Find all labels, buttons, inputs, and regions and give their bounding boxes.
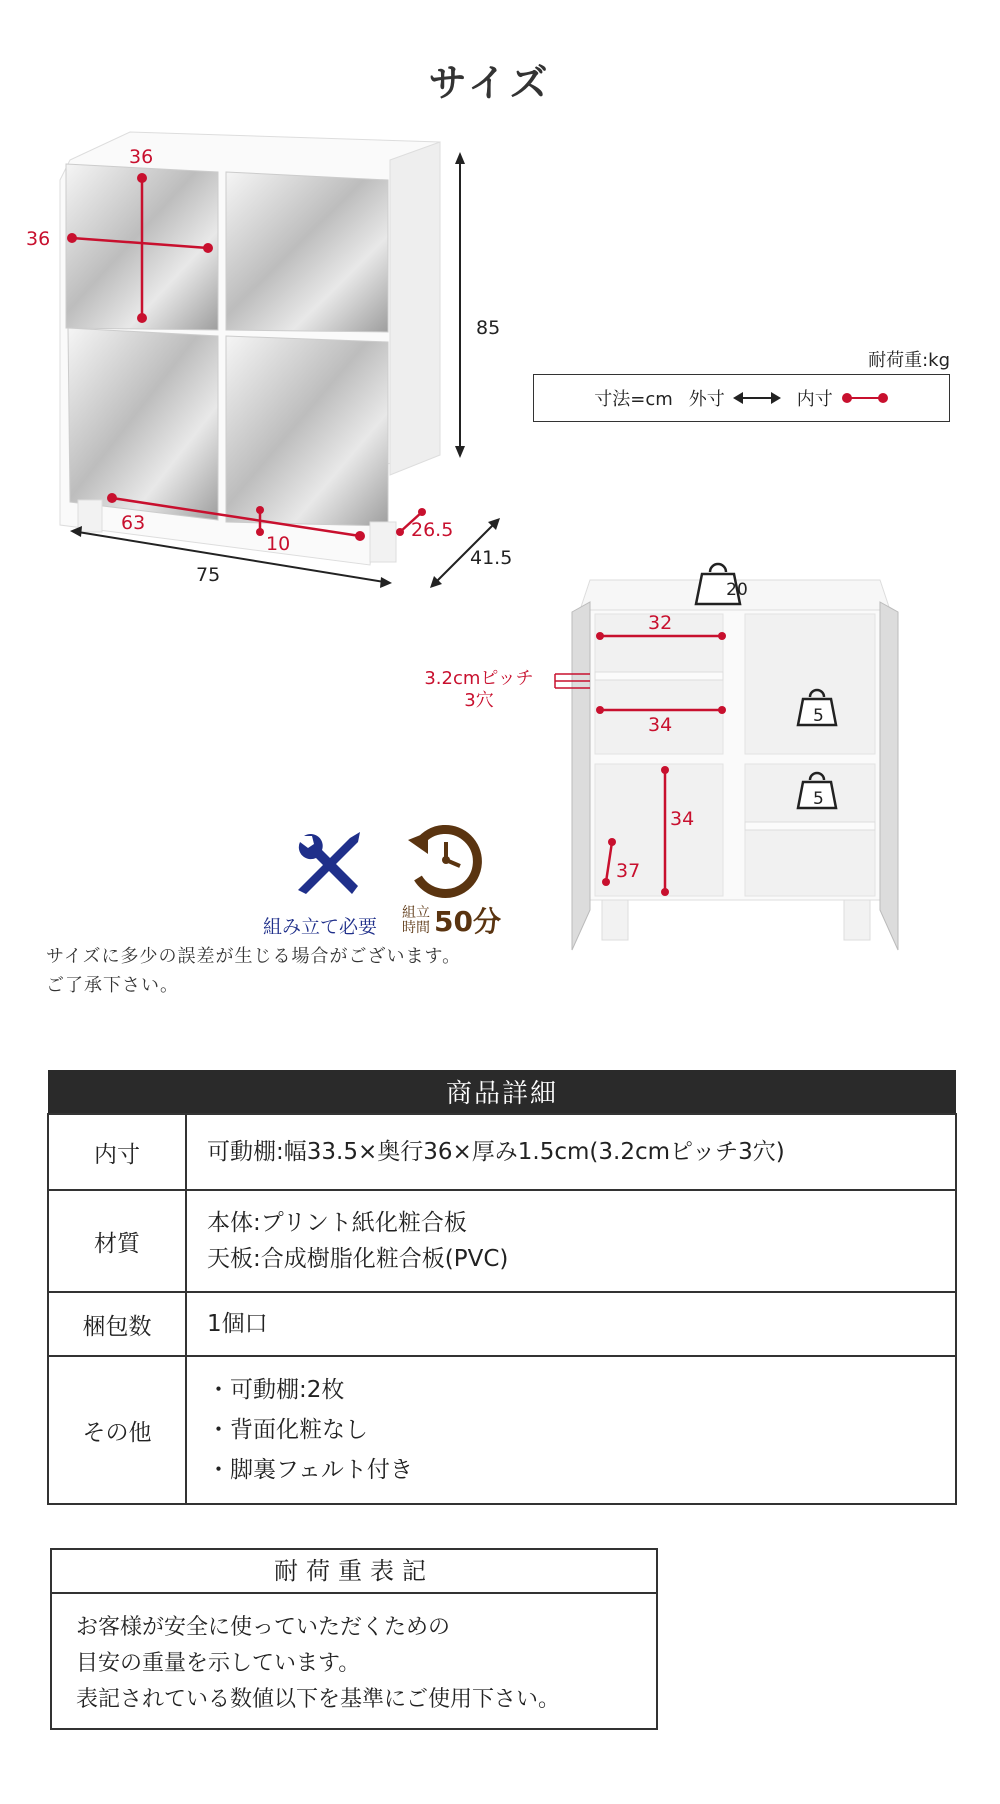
load-notice-body <box>52 1594 656 1734</box>
width-label: 75 <box>196 564 221 586</box>
row-value-line: ・脚裏フェルト付き <box>207 1457 413 1483</box>
pitch-label-line2: 3穴 <box>464 690 494 711</box>
row-value-line: ・可動棚:2枚 <box>207 1377 345 1403</box>
table-row <box>48 1190 956 1292</box>
row-key: 材質 <box>48 1190 186 1292</box>
red-dot-line-icon <box>841 391 889 405</box>
table-row <box>48 1292 956 1356</box>
row-value <box>186 1356 956 1504</box>
depth-label: 41.5 <box>470 547 513 569</box>
row-value-line: 1個口 <box>207 1311 268 1337</box>
disclaimer-line-1: サイズに多少の誤差が生じる場合がございます。 <box>46 946 462 967</box>
clock-icon <box>404 818 488 904</box>
pitch-label-line1: 3.2cmピッチ <box>424 668 534 689</box>
row-value <box>186 1114 956 1190</box>
shelf-depth-label: 37 <box>616 860 641 882</box>
cabinet-open-illustration <box>550 550 920 970</box>
assembly-time-caption <box>402 906 432 936</box>
cabinet-front-illustration <box>0 120 540 600</box>
legend-outer-text: 外寸 <box>688 389 725 410</box>
row-value-line: 本体:プリント紙化粧合板 <box>207 1210 467 1236</box>
leg-height-label: 10 <box>266 533 291 555</box>
row-value-line: ・背面化粧なし <box>207 1417 368 1443</box>
legend-inner-text: 内寸 <box>796 389 833 410</box>
door-width-label: 36 <box>129 146 154 168</box>
top-load-label: 20 <box>726 580 748 600</box>
assembly-time-caption-1: 組立 <box>402 905 430 921</box>
double-arrow-icon <box>733 391 781 405</box>
inner-width-label: 63 <box>121 512 146 534</box>
tools-icon <box>290 826 366 902</box>
inner-depth-label: 26.5 <box>411 519 454 541</box>
shelf-width-label: 32 <box>648 612 673 634</box>
load-unit-label: 耐荷重:kg <box>868 350 950 371</box>
details-header: 商品詳細 <box>48 1070 956 1114</box>
disclaimer-line-2: ご了承下さい。 <box>46 975 179 996</box>
dimension-legend <box>533 374 950 422</box>
assembly-time-caption-2: 時間 <box>402 920 430 936</box>
row-value <box>186 1292 956 1356</box>
table-row <box>48 1356 956 1504</box>
row-key: その他 <box>48 1356 186 1504</box>
row-key: 内寸 <box>48 1114 186 1190</box>
load-notice-box <box>50 1548 658 1730</box>
height-label: 85 <box>476 317 501 339</box>
pitch-label <box>414 668 544 712</box>
legend-dims-text: 寸法=cm <box>594 389 673 410</box>
product-details-table <box>47 1070 957 1505</box>
row-value <box>186 1190 956 1292</box>
load-notice-line-2: 目安の重量を示しています。 <box>76 1651 361 1676</box>
size-disclaimer <box>46 942 461 1000</box>
load-notice-line-3: 表記されている数値以下を基準にご使用下さい。 <box>76 1687 561 1712</box>
row-value-line: 天板:合成樹脂化粧合板(PVC) <box>207 1246 509 1272</box>
table-row <box>48 1114 956 1190</box>
load-notice-title: 耐荷重表記 <box>52 1550 656 1594</box>
load-notice-line-1: お客様が安全に使っていただくための <box>76 1615 451 1640</box>
page-title: サイズ <box>428 61 552 105</box>
shelf-load-lower-label: 5 <box>813 789 824 809</box>
assembly-required-label: 組み立て必要 <box>263 916 378 938</box>
shelf-inner-label: 34 <box>648 714 673 736</box>
row-value-line: 可動棚:幅33.5×奥行36×厚み1.5cm(3.2cmピッチ3穴) <box>207 1139 785 1165</box>
assembly-time-value: 50分 <box>434 905 501 938</box>
row-key: 梱包数 <box>48 1292 186 1356</box>
door-height-label: 36 <box>26 228 51 250</box>
shelf-load-right-label: 5 <box>813 706 824 726</box>
shelf-height-label: 34 <box>670 808 695 830</box>
